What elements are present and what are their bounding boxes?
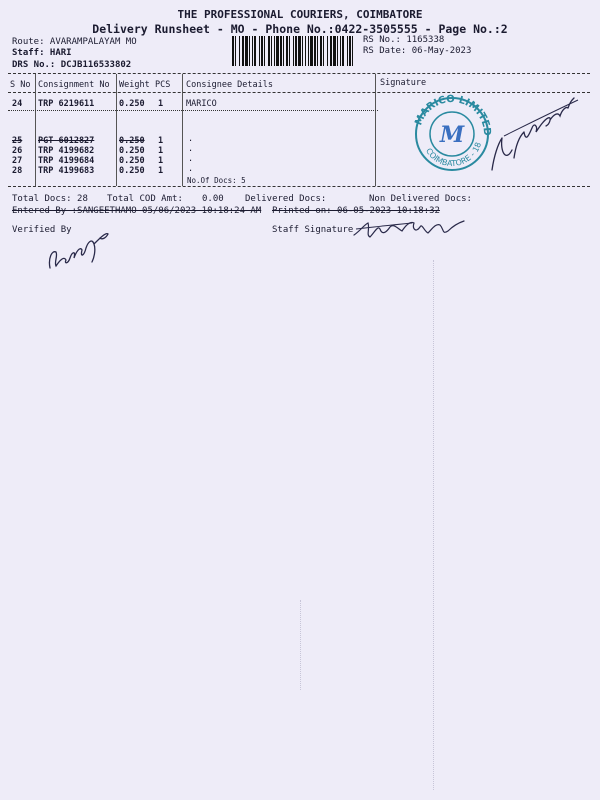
row-consignee: . [188,154,194,164]
company-title: THE PROFESSIONAL COURIERS, COIMBATORE [177,8,423,21]
column-header-consignment: Consignment No [38,80,110,90]
rs-number: RS No.: 1165338 [363,35,445,45]
column-header-sno: S No [10,80,31,90]
scan-artifact-line [433,260,434,790]
row-weight: 0.250 [119,166,145,176]
verified-by-label: Verified By [12,225,72,235]
table-top-rule [8,73,590,74]
row-consignment: TRP 6219611 [38,99,95,109]
total-cod-value: 0.00 [202,194,224,204]
staff-handwritten-signature [352,215,468,243]
row-sno: 28 [12,166,23,176]
entered-by: Entered By :SANGEETHAMO 05/06/2023 10:18:24 AM [12,206,262,216]
row-weight: 0.250 [119,136,145,146]
staff-label: Staff: HARI [12,48,72,58]
svg-text:M: M [439,122,465,148]
row-consignee: . [188,164,194,174]
column-divider [116,74,117,186]
total-cod-label: Total COD Amt: [107,194,183,204]
row-weight: 0.250 [119,146,145,156]
column-header-consignee: Consignee Details [186,80,273,90]
row-consignment: TRP 4199684 [38,156,95,166]
row-sno: 27 [12,156,23,166]
scan-artifact-line [300,600,301,690]
row-pcs: 1 [158,166,164,176]
verifier-signature [44,228,112,274]
column-divider [375,74,376,186]
column-divider [182,74,183,186]
row-consignment: TRP 4199683 [38,166,95,176]
runsheet-subtitle: Delivery Runsheet - MO - Phone No.:0422-3505555 - Page No.:2 [92,22,508,36]
handwritten-signature [484,92,584,174]
row-consignee: . [188,134,194,144]
column-header-pcs: PCS [155,80,171,90]
row-sno: 25 [12,136,23,146]
row-weight: 0.250 [119,156,145,166]
row-pcs: 1 [158,99,164,109]
rs-date: RS Date: 06-May-2023 [363,46,472,56]
row-pcs: 1 [158,156,164,166]
row-sno: 24 [12,99,23,109]
row-pcs: 1 [158,146,164,156]
no-of-docs: No.Of Docs: 5 [187,176,246,185]
printed-on: Printed on: 06-05-2023 10:18:32 [272,206,440,216]
delivered-docs: Delivered Docs: [245,194,327,204]
row-consignment: TRP 4199682 [38,146,95,156]
svg-text:COIMBATORE - 18: COIMBATORE - 18 [423,141,484,169]
total-docs: Total Docs: 28 [12,194,88,204]
row-consignment: PGT 6012827 [38,136,95,146]
row-pcs: 1 [158,136,164,146]
non-delivered-docs: Non Delivered Docs: [369,194,472,204]
table-bottom-rule [8,186,590,187]
column-header-signature: Signature [380,78,427,88]
route-label: Route: AVARAMPALAYAM MO [12,37,137,47]
row-sno: 26 [12,146,23,156]
row-consignee: MARICO [186,99,217,109]
column-header-weight: Weight [119,80,150,90]
drs-number: DRS No.: DCJB116533802 [12,60,132,70]
svg-text:MARICO LIMITED: MARICO LIMITED [413,93,493,137]
barcode [232,36,356,66]
row-separator [8,110,378,111]
row-consignee: . [188,144,194,154]
staff-signature-label: Staff Signature [272,225,354,235]
column-divider [35,74,36,186]
company-stamp [408,92,496,172]
row-weight: 0.250 [119,99,145,109]
